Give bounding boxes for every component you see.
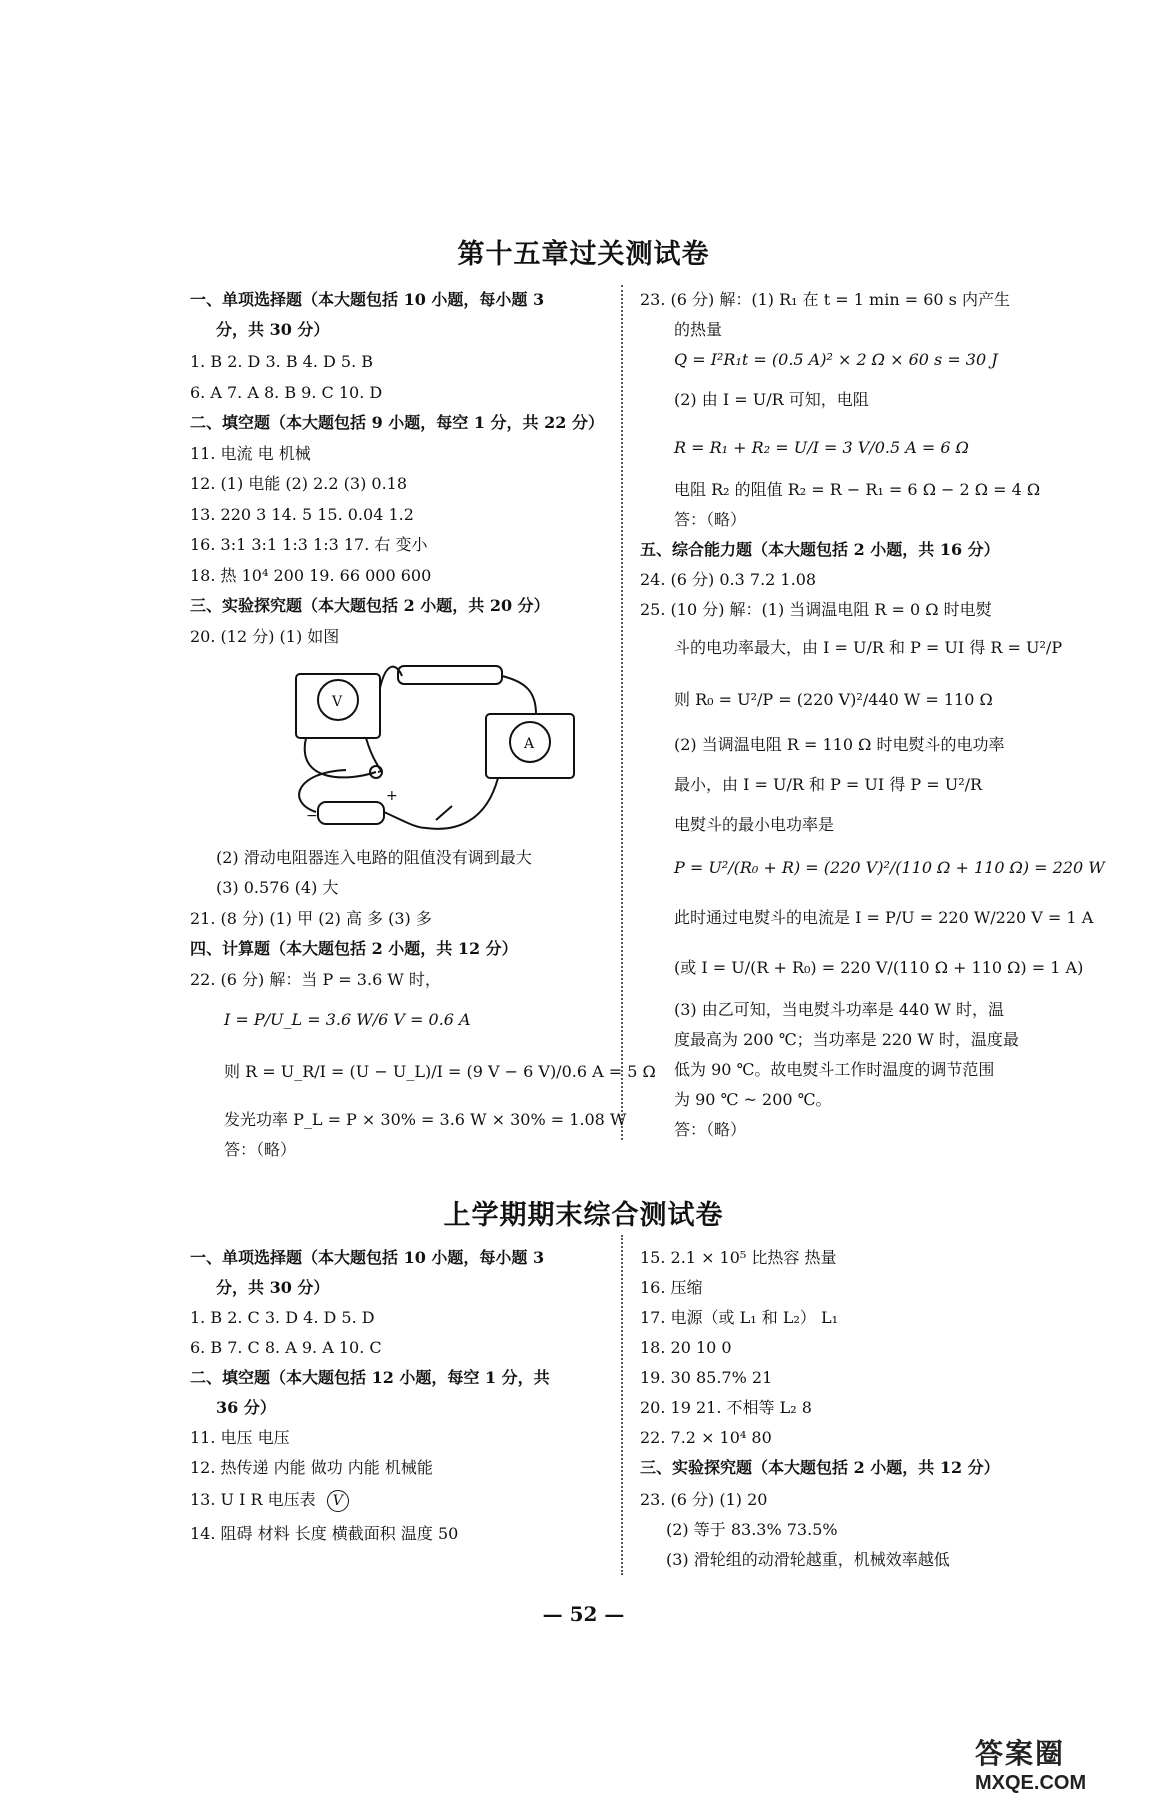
answer-25-max: 斗的电功率最大，由 I = U/R 和 P = UI 得 R = U²/P [674, 638, 1063, 657]
answer2-16: 16. 压缩 [640, 1278, 703, 1297]
watermark-logo [975, 1732, 1155, 1792]
answer-20: 20. (12 分) (1) 如图 [190, 627, 340, 646]
heading-single-choice-2: 一、单项选择题（本大题包括 10 小题，每小题 3 [190, 1248, 545, 1267]
answer-21: 21. (8 分) (1) 甲 (2) 高 多 (3) 多 [190, 909, 432, 928]
answer2-18: 18. 20 10 0 [640, 1338, 732, 1357]
answer-25-alt: (或 I = U/(R + R₀) = 220 V/(110 Ω + 110 Ω) = 1 A) [674, 958, 1084, 977]
answer-25-3c: 低为 90 ℃。故电熨斗工作时温度的调节范围 [674, 1060, 995, 1079]
svg-text:A: A [524, 736, 535, 752]
heading-experiment-2: 三、实验探究题（本大题包括 2 小题，共 12 分） [640, 1458, 1000, 1477]
answer2-13-text: 13. U I R 电压表 [190, 1490, 316, 1509]
column-divider-bottom [621, 1235, 623, 1575]
answer2-12: 12. 热传递 内能 做功 内能 机械能 [190, 1458, 433, 1477]
answer-22: 22. (6 分) 解：当 P = 3.6 W 时， [190, 970, 441, 989]
battery [318, 802, 384, 824]
watermark-text: 答案圈 [975, 1737, 1066, 1770]
rheostat [398, 666, 502, 684]
answer-22-current: I = P/U_L = 3.6 W/6 V = 0.6 A [224, 1010, 471, 1029]
page-number: — 52 — [542, 1602, 625, 1626]
answer-12: 12. (1) 电能 (2) 2.2 (3) 0.18 [190, 474, 408, 493]
heading-single-choice: 一、单项选择题（本大题包括 10 小题，每小题 3 [190, 290, 545, 309]
watermark-url: MXQE.COM [975, 1772, 1087, 1794]
answer2-13 [190, 1490, 349, 1512]
answer2-line-1: 1. B 2. C 3. D 4. D 5. D [190, 1308, 375, 1327]
heading-single-choice-2-cont: 分，共 30 分） [216, 1278, 330, 1297]
heading-comprehensive: 五、综合能力题（本大题包括 2 小题，共 16 分） [640, 540, 1000, 559]
answer-25-final: 答：（略） [674, 1120, 747, 1139]
answer-25-min: 最小，由 I = U/R 和 P = UI 得 P = U²/R [674, 775, 983, 794]
title-chapter15: 第十五章过关测试卷 [457, 239, 710, 270]
voltmeter-symbol-icon: V [327, 1490, 349, 1512]
answer-25-r0: 则 R₀ = U²/P = (220 V)²/440 W = 110 Ω [674, 690, 993, 709]
heading-calculation: 四、计算题（本大题包括 2 小题，共 12 分） [190, 939, 518, 958]
answer-18: 18. 热 10⁴ 200 19. 66 000 600 [190, 566, 432, 585]
answer-20-2: (2) 滑动电阻器连入电路的阻值没有调到最大 [216, 848, 532, 867]
answer2-14: 14. 阻碍 材料 长度 横截面积 温度 50 [190, 1524, 459, 1543]
answer-23-heat: Q = I²R₁t = (0.5 A)² × 2 Ω × 60 s = 30 J [674, 350, 998, 369]
answer-25-3d: 为 90 ℃ ~ 200 ℃。 [674, 1090, 832, 1109]
circuit-diagram [286, 652, 646, 842]
answer-16: 16. 3:1 3:1 1:3 1:3 17. 右 变小 [190, 535, 428, 554]
heading-fill-blank-2-cont: 36 分） [216, 1398, 276, 1417]
answer2-23: 23. (6 分) (1) 20 [640, 1490, 768, 1509]
answer-line-2: 6. A 7. A 8. B 9. C 10. D [190, 383, 383, 402]
answer2-23-2: (2) 等于 83.3% 73.5% [666, 1520, 838, 1539]
heading-experiment: 三、实验探究题（本大题包括 2 小题，共 20 分） [190, 596, 550, 615]
answer-22-resistance: 则 R = U_R/I = (U − U_L)/I = (9 V − 6 V)/0.6 A = 5 Ω [224, 1062, 656, 1081]
answer-25-p: P = U²/(R₀ + R) = (220 V)²/(110 Ω + 110 Ω) = 220 W [674, 858, 1105, 877]
answer-23-cont: 的热量 [674, 320, 723, 339]
heading-fill-blank-2: 二、填空题（本大题包括 12 小题，每空 1 分，共 [190, 1368, 550, 1387]
answer-22-power: 发光功率 P_L = P × 30% = 3.6 W × 30% = 1.08 W [224, 1110, 627, 1129]
answer-25-3b: 度最高为 200 ℃；当功率是 220 W 时，温度最 [674, 1030, 1019, 1049]
answer-line-1: 1. B 2. D 3. B 4. D 5. B [190, 352, 374, 371]
answer-13: 13. 220 3 14. 5 15. 0.04 1.2 [190, 505, 414, 524]
answer-22-final: 答：（略） [224, 1140, 297, 1159]
answer2-22: 22. 7.2 × 10⁴ 80 [640, 1428, 772, 1447]
answer-25-current: 此时通过电熨斗的电流是 I = P/U = 220 W/220 V = 1 A [674, 908, 1094, 927]
answer-11: 11. 电流 电 机械 [190, 444, 311, 463]
answer-25-minpower: 电熨斗的最小电功率是 [674, 815, 835, 834]
answer-23-final: 答：（略） [674, 510, 747, 529]
answer-25: 25. (10 分) 解：(1) 当调温电阻 R = 0 Ω 时电熨 [640, 600, 992, 619]
answer2-17: 17. 电源（或 L₁ 和 L₂） L₁ [640, 1308, 838, 1327]
svg-text:−: − [306, 808, 318, 824]
heading-fill-blank: 二、填空题（本大题包括 9 小题，每空 1 分，共 22 分） [190, 413, 604, 432]
answer-23: 23. (6 分) 解：(1) R₁ 在 t = 1 min = 60 s 内产生 [640, 290, 1010, 309]
answer2-23-3: (3) 滑轮组的动滑轮越重，机械效率越低 [666, 1550, 950, 1569]
answer2-20: 20. 19 21. 不相等 L₂ 8 [640, 1398, 812, 1417]
answer-25-2: (2) 当调温电阻 R = 110 Ω 时电熨斗的电功率 [674, 735, 1005, 754]
heading-single-choice-cont: 分，共 30 分） [216, 320, 330, 339]
answer2-11: 11. 电压 电压 [190, 1428, 290, 1447]
answer-24: 24. (6 分) 0.3 7.2 1.08 [640, 570, 817, 589]
answer-20-3: (3) 0.576 (4) 大 [216, 878, 339, 897]
answer2-line-2: 6. B 7. C 8. A 9. A 10. C [190, 1338, 382, 1357]
answer-23-resistance: R = R₁ + R₂ = U/I = 3 V/0.5 A = 6 Ω [674, 438, 969, 457]
svg-text:+: + [386, 788, 398, 804]
answer-23-2: (2) 由 I = U/R 可知，电阻 [674, 390, 869, 409]
answer-23-r2: 电阻 R₂ 的阻值 R₂ = R − R₁ = 6 Ω − 2 Ω = 4 Ω [674, 480, 1041, 499]
svg-text:V: V [332, 694, 343, 710]
answer2-19: 19. 30 85.7% 21 [640, 1368, 773, 1387]
answer2-15: 15. 2.1 × 10⁵ 比热容 热量 [640, 1248, 837, 1267]
answer-25-3: (3) 由乙可知，当电熨斗功率是 440 W 时，温 [674, 1000, 1004, 1019]
title-final-exam: 上学期期末综合测试卷 [443, 1200, 724, 1231]
